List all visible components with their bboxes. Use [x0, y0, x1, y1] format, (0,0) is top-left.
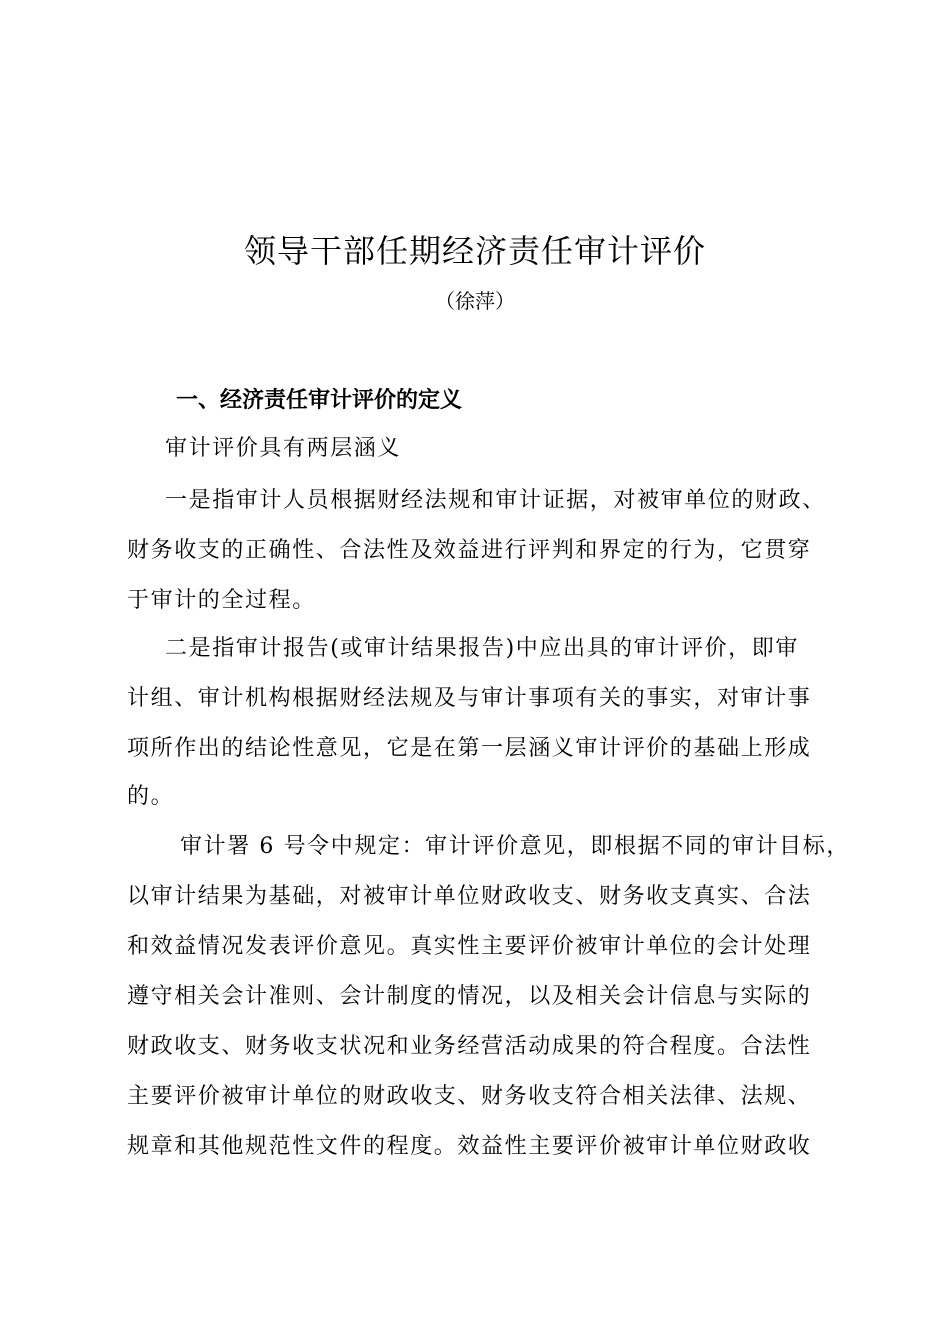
body-line: 遵守相关会计准则、会计制度的情况，以及相关会计信息与实际的	[127, 984, 812, 1009]
document-author: （徐萍）	[435, 289, 515, 313]
section-heading: 一、经济责任审计评价的定义	[176, 388, 463, 413]
body-line: 审计署 6 号令中规定：审计评价意见，即根据不同的审计目标，	[180, 834, 850, 859]
body-line: 财政收支、财务收支状况和业务经营活动成果的符合程度。合法性	[127, 1034, 812, 1059]
body-line: 的。	[127, 784, 175, 809]
body-line: 主要评价被审计单位的财政收支、财务收支符合相关法律、法规、	[127, 1084, 812, 1109]
body-line: 审计评价具有两层涵义	[165, 436, 402, 461]
body-line: 二是指审计报告(或审计结果报告)中应出具的审计评价，即审	[165, 636, 799, 661]
body-line: 一是指审计人员根据财经法规和审计证据，对被审单位的财政、	[165, 488, 826, 513]
body-line: 财务收支的正确性、合法性及效益进行评判和界定的行为，它贯穿	[127, 538, 812, 563]
body-line: 规章和其他规范性文件的程度。效益性主要评价被审计单位财政收	[127, 1134, 812, 1159]
document-title: 领导干部任期经济责任审计评价	[243, 232, 706, 270]
body-line: 计组、审计机构根据财经法规及与审计事项有关的事实，对审计事	[127, 686, 812, 711]
body-line: 和效益情况发表评价意见。真实性主要评价被审计单位的会计处理	[127, 934, 812, 959]
body-line: 项所作出的结论性意见，它是在第一层涵义审计评价的基础上形成	[127, 736, 812, 761]
body-line: 以审计结果为基础，对被审计单位财政收支、财务收支真实、合法	[127, 884, 812, 909]
body-line: 于审计的全过程。	[127, 588, 316, 613]
